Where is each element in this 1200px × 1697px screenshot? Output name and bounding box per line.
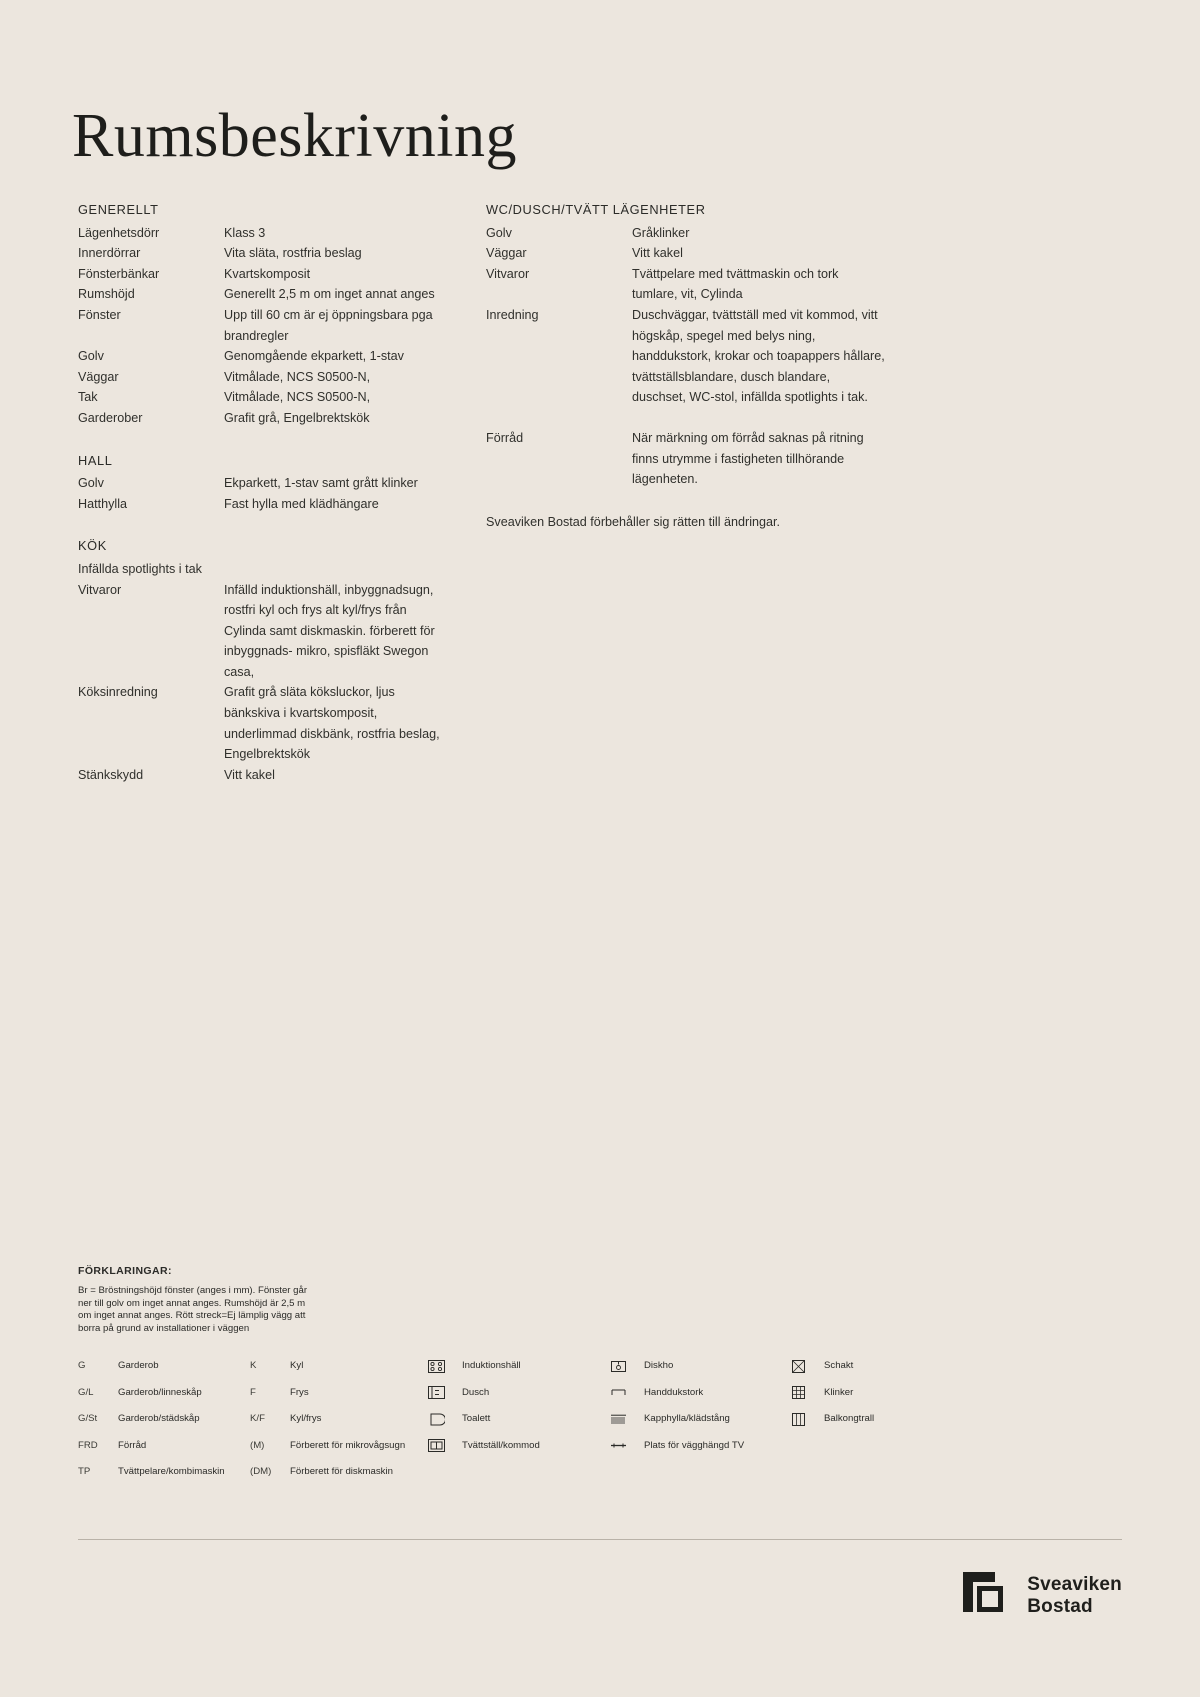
legend-item (790, 1359, 940, 1373)
spec-row (78, 346, 448, 367)
spec-label: Innerdörrar (78, 246, 141, 261)
section-generellt (78, 200, 448, 429)
induction-hob-icon (428, 1360, 462, 1373)
spec-row (486, 428, 886, 490)
legend-abbr: G/L (78, 1386, 94, 1398)
legend-title: FÖRKLARINGAR: (78, 1265, 172, 1277)
legend-item (790, 1386, 940, 1400)
spec-value: Grafit grå släta köksluckor, ljus bänkskiva i kvartskomposit, underlimmad diskbänk, rostfria beslag, Engelbrektskök (224, 685, 440, 762)
spec-value: Ekparkett, 1-stav samt grått klinker (224, 476, 418, 491)
shaft-icon (790, 1360, 824, 1373)
spec-label: Förråd (486, 430, 524, 445)
section-rows (78, 580, 448, 786)
legend-text: Kyl (290, 1360, 304, 1372)
legend-item (250, 1386, 428, 1400)
spec-value: Gråklinker (632, 225, 690, 240)
brand-line-1: Sveaviken (1027, 1574, 1122, 1595)
spec-row (78, 765, 448, 786)
spec-row (78, 682, 448, 764)
legend-text: Förråd (118, 1439, 147, 1451)
section-heading: GENERELLT (78, 202, 159, 217)
legend-abbr: TP (78, 1466, 91, 1478)
section-rows (78, 473, 448, 514)
legend-text: Handdukstork (644, 1386, 704, 1398)
legend-item (250, 1439, 428, 1453)
spec-value: Tvättpelare med tvättmaskin och tork tumlare, vit, Cylinda (632, 266, 839, 302)
wall-tv-icon (610, 1439, 644, 1452)
legend-item (428, 1359, 610, 1373)
legend-text: Kapphylla/klädstång (644, 1413, 730, 1425)
spec-value: Generellt 2,5 m om inget annat anges (224, 287, 435, 302)
sveaviken-logo-mark (961, 1570, 1013, 1622)
towel-rail-icon (610, 1386, 644, 1399)
spec-label: Lägenhetsdörr (78, 225, 160, 240)
spec-row (78, 580, 448, 683)
spec-value: Vitmålade, NCS S0500-N, (224, 369, 371, 384)
spec-row (78, 243, 448, 264)
legend-item (78, 1386, 250, 1400)
spec-label: Vitvaror (78, 582, 122, 597)
legend-abbr: FRD (78, 1439, 98, 1451)
legend-abbr: (M) (250, 1439, 265, 1451)
legend-item (250, 1359, 428, 1373)
legend-text: Diskho (644, 1360, 674, 1372)
right-content-column (486, 200, 886, 532)
legend-item (78, 1439, 250, 1453)
spec-row (78, 494, 448, 515)
legend-item (610, 1359, 790, 1373)
spec-value: Genomgående ekparkett, 1-stav (224, 349, 404, 364)
legend-note: Br = Bröstningshöjd fönster (anges i mm). Fönster går ner till golv om inget annat anges. Rumshöjd är 2,5 m om inget annat anges. Rött streck=Ej lämplig vägg att borra på grund av installationer i väggen (78, 1285, 308, 1334)
legend-item (428, 1386, 610, 1400)
sink-icon (610, 1360, 644, 1373)
spec-label: Fönsterbänkar (78, 266, 160, 281)
legend-item (610, 1439, 790, 1453)
legend-column-symbols-1 (428, 1359, 610, 1479)
legend-abbr: K (250, 1360, 257, 1372)
toilet-icon (428, 1413, 462, 1426)
legend-text: Förberett för mikrovågsugn (290, 1439, 406, 1451)
legend-item (250, 1465, 428, 1479)
legend-text: Tvättpelare/kombimaskin (118, 1466, 225, 1478)
section-heading: WC/DUSCH/TVÄTT LÄGENHETER (486, 202, 706, 217)
spec-value: När märkning om förråd saknas på ritning finns utrymme i fastigheten tillhörande lägenheten. (632, 430, 864, 487)
spec-value: Klass 3 (224, 225, 266, 240)
legend-text: Dusch (462, 1386, 490, 1398)
section-rows (78, 223, 448, 429)
spec-label: Köksinredning (78, 685, 158, 700)
spec-value: Upp till 60 cm är ej öppningsbara pga brandregler (224, 307, 433, 343)
spec-label: Fönster (78, 307, 121, 322)
legend-text: Garderob/städskåp (118, 1413, 200, 1425)
spec-value: Grafit grå, Engelbrektskök (224, 410, 370, 425)
shower-icon (428, 1386, 462, 1399)
legend-item (78, 1465, 250, 1479)
footer-divider (78, 1539, 1122, 1540)
legend-abbr: F (250, 1386, 256, 1398)
spec-value: Vita släta, rostfria beslag (224, 246, 362, 261)
spec-row (486, 305, 886, 408)
legend-text: Tvättställ/kommod (462, 1439, 540, 1451)
section-wc-dusch-tvatt (486, 200, 886, 532)
legend-text: Frys (290, 1386, 309, 1398)
spec-row (78, 223, 448, 244)
legend-item (610, 1386, 790, 1400)
section-kok (78, 536, 448, 785)
spec-row (78, 264, 448, 285)
legend-text: Kyl/frys (290, 1413, 322, 1425)
spec-label: Golv (78, 349, 104, 364)
spec-value: Duschväggar, tvättställ med vit kommod, vitt högskåp, spegel med belys ning, handdukstork, krokar och toapappers hållare, tvättställsblandare, dusch blandare, duschset, WC-stol, infällda spotlights i tak. (632, 307, 885, 405)
spec-label: Golv (486, 225, 512, 240)
spec-value: Kvartskomposit (224, 266, 311, 281)
spec-label: Vitvaror (486, 266, 530, 281)
spec-value: Vitmålade, NCS S0500-N, (224, 390, 371, 405)
section-hall (78, 451, 448, 515)
legend-item (428, 1439, 610, 1453)
spec-row (78, 473, 448, 494)
section-rows (486, 223, 886, 490)
brand-line-2: Bostad (1027, 1596, 1093, 1617)
spec-row (78, 387, 448, 408)
brand-logo (961, 1570, 1122, 1622)
legend-columns (78, 1359, 1122, 1479)
spec-row (78, 367, 448, 388)
legend-item (78, 1359, 250, 1373)
legend-text: Plats för vägghängd TV (644, 1439, 745, 1451)
balcony-railing-icon (790, 1413, 824, 1426)
legend-column-abbreviations-2 (250, 1359, 428, 1479)
legend-abbr: G/St (78, 1413, 98, 1425)
spec-value: Vitt kakel (632, 246, 683, 261)
section-heading: KÖK (78, 538, 107, 554)
legend-column-symbols-3 (790, 1359, 940, 1479)
disclaimer-note: Sveaviken Bostad förbehåller sig rätten till ändringar. (486, 514, 781, 529)
spec-label: Rumshöjd (78, 287, 135, 302)
legend-block (78, 1265, 1122, 1479)
section-heading: HALL (78, 452, 113, 468)
left-content-column (78, 200, 448, 785)
brand-text (1027, 1574, 1122, 1618)
legend-item (428, 1412, 610, 1426)
spec-row (78, 284, 448, 305)
spec-row (78, 408, 448, 429)
spec-value: Fast hylla med klädhängare (224, 496, 379, 511)
spec-row (78, 305, 448, 346)
washbasin-icon (428, 1439, 462, 1452)
legend-column-symbols-2 (610, 1359, 790, 1479)
legend-text: Garderob/linneskåp (118, 1386, 202, 1398)
section-subheading: Infällda spotlights i tak (78, 561, 202, 576)
legend-abbr: (DM) (250, 1466, 272, 1478)
spec-label: Tak (78, 390, 98, 405)
legend-text: Klinker (824, 1386, 854, 1398)
tile-icon (790, 1386, 824, 1399)
legend-text: Garderob (118, 1360, 159, 1372)
spec-row (486, 243, 886, 264)
legend-text: Balkongtrall (824, 1413, 875, 1425)
spec-label: Inredning (486, 307, 539, 322)
spec-label: Garderober (78, 410, 143, 425)
spec-value: Infälld induktionshäll, inbyggnadsugn, rostfri kyl och frys alt kyl/frys från Cylinda samt diskmaskin. förberett för inbyggnads- mikro, spisfläkt Swegon casa, (224, 582, 435, 679)
hat-shelf-icon (610, 1413, 644, 1426)
section-subheading-row (78, 559, 448, 580)
spec-value: Vitt kakel (224, 767, 275, 782)
legend-text: Toalett (462, 1413, 491, 1425)
legend-text: Induktionshäll (462, 1360, 521, 1372)
spec-row (486, 264, 886, 305)
legend-item (790, 1412, 940, 1426)
legend-column-abbreviations-1 (78, 1359, 250, 1479)
spec-label: Golv (78, 476, 104, 491)
legend-abbr: G (78, 1360, 86, 1372)
spec-row (486, 223, 886, 244)
spec-label: Väggar (78, 369, 119, 384)
spec-label: Hatthylla (78, 496, 127, 511)
page-title: Rumsbeskrivning (72, 101, 517, 170)
legend-item (610, 1412, 790, 1426)
legend-text: Förberett för diskmaskin (290, 1466, 393, 1478)
spec-label: Stänkskydd (78, 767, 144, 782)
legend-text: Schakt (824, 1360, 854, 1372)
spec-label: Väggar (486, 246, 527, 261)
legend-item (78, 1412, 250, 1426)
legend-abbr: K/F (250, 1413, 265, 1425)
legend-item (250, 1412, 428, 1426)
